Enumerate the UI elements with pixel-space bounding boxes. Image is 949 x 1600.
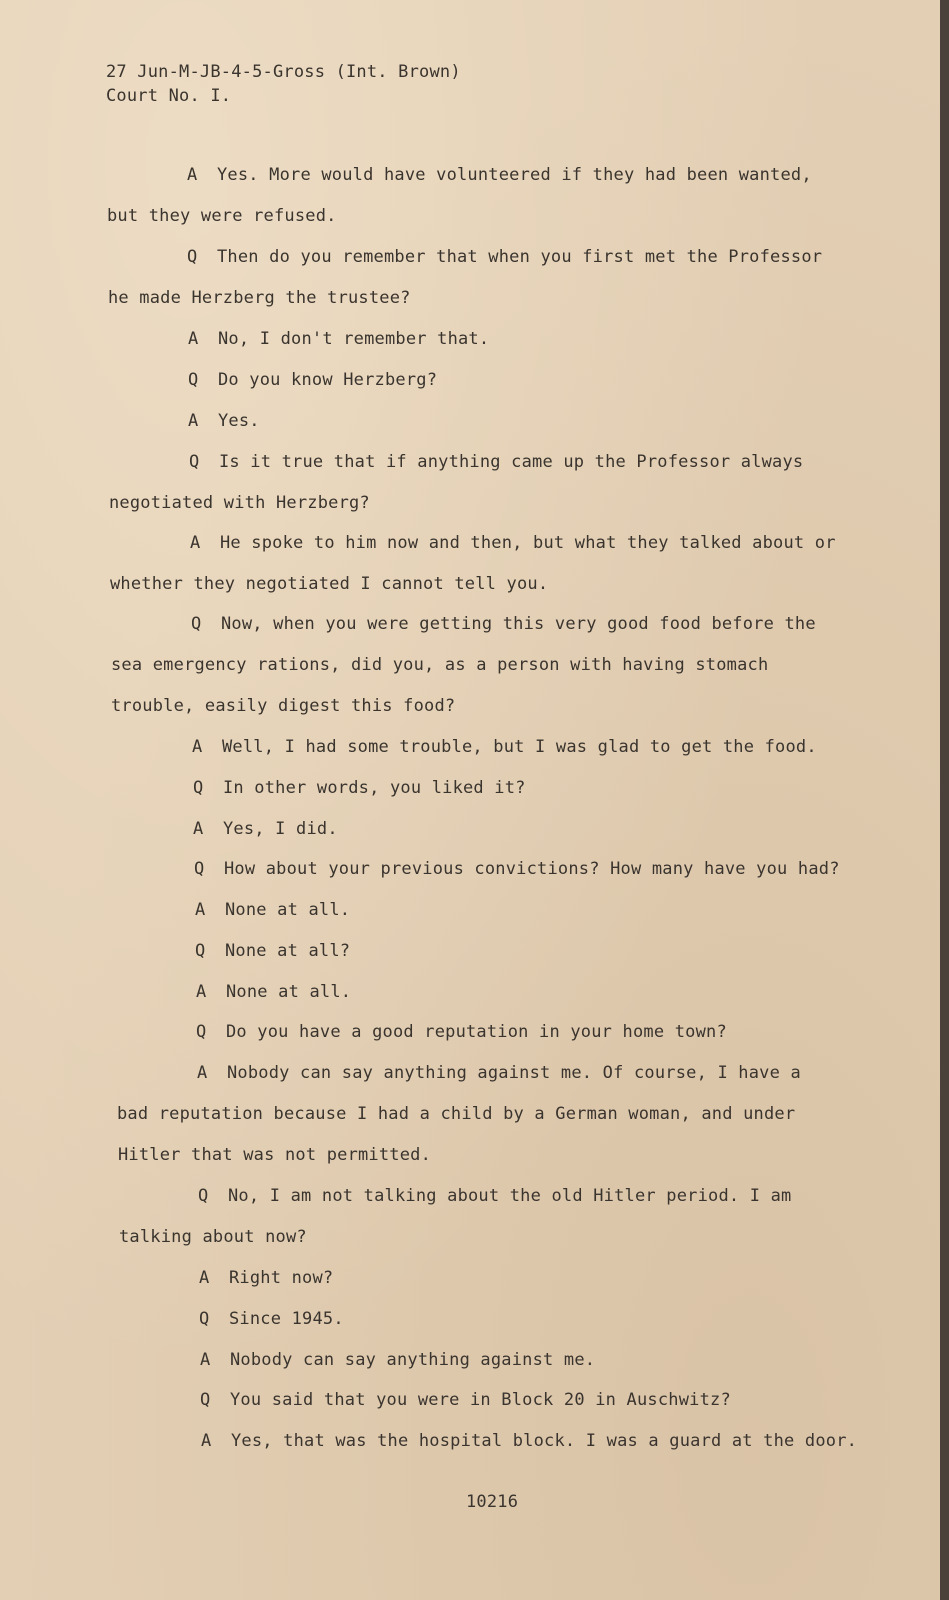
transcript-line: A He spoke to him now and then, but what they talked about or: [190, 533, 836, 553]
transcript-line: A Well, I had some trouble, but I was glad to get the food.: [192, 737, 817, 757]
transcript-line: negotiated with Herzberg?: [109, 493, 370, 513]
transcript-line: trouble, easily digest this food?: [111, 696, 456, 716]
transcript-line: A Right now?: [199, 1268, 334, 1288]
header-case-reference: 27 Jun-M-JB-4-5-Gross (Int. Brown): [106, 62, 461, 82]
transcript-line: A None at all.: [195, 900, 351, 920]
header-court-number: Court No. I.: [106, 86, 232, 106]
transcript-line: A Yes, that was the hospital block. I was a guard at the door.: [201, 1431, 858, 1451]
transcript-line: A Yes. More would have volunteered if they had been wanted,: [187, 165, 812, 185]
transcript-line: A Yes, I did.: [193, 819, 338, 839]
transcript-line: Q No, I am not talking about the old Hitler period. I am: [198, 1186, 792, 1206]
transcript-line: sea emergency rations, did you, as a person with having stomach: [111, 655, 769, 675]
transcript-line: Hitler that was not permitted.: [118, 1145, 432, 1165]
transcript-line: Q Is it true that if anything came up the Professor always: [189, 452, 804, 472]
transcript-line: A Nobody can say anything against me.: [200, 1350, 596, 1370]
transcript-line: Q Do you know Herzberg?: [188, 370, 438, 390]
transcript-line: Q Now, when you were getting this very good food before the: [191, 614, 816, 634]
transcript-line: Q None at all?: [195, 941, 351, 961]
transcript-line: he made Herzberg the trustee?: [108, 288, 411, 308]
transcript-line: Q Then do you remember that when you first met the Professor: [187, 247, 823, 267]
transcript-line: Q Do you have a good reputation in your home town?: [196, 1022, 727, 1042]
transcript-line: Q In other words, you liked it?: [193, 778, 526, 798]
transcript-line: whether they negotiated I cannot tell you.: [110, 574, 549, 594]
page-number: 10216: [466, 1492, 519, 1512]
transcript-line: A Yes.: [188, 411, 260, 431]
transcript-line: A No, I don't remember that.: [188, 329, 490, 349]
transcript-line: bad reputation because I had a child by a German woman, and under: [117, 1104, 796, 1124]
transcript-line: Q You said that you were in Block 20 in Auschwitz?: [200, 1390, 731, 1410]
transcript-line: A None at all.: [196, 982, 352, 1002]
transcript-line: but they were refused.: [107, 206, 337, 226]
page-edge-shadow: [940, 0, 949, 1600]
transcript-line: Q Since 1945.: [199, 1309, 344, 1329]
transcript-line: Q How about your previous convictions? How many have you had?: [194, 859, 840, 879]
transcript-line: A Nobody can say anything against me. Of course, I have a: [197, 1063, 801, 1083]
transcript-line: talking about now?: [119, 1227, 307, 1247]
